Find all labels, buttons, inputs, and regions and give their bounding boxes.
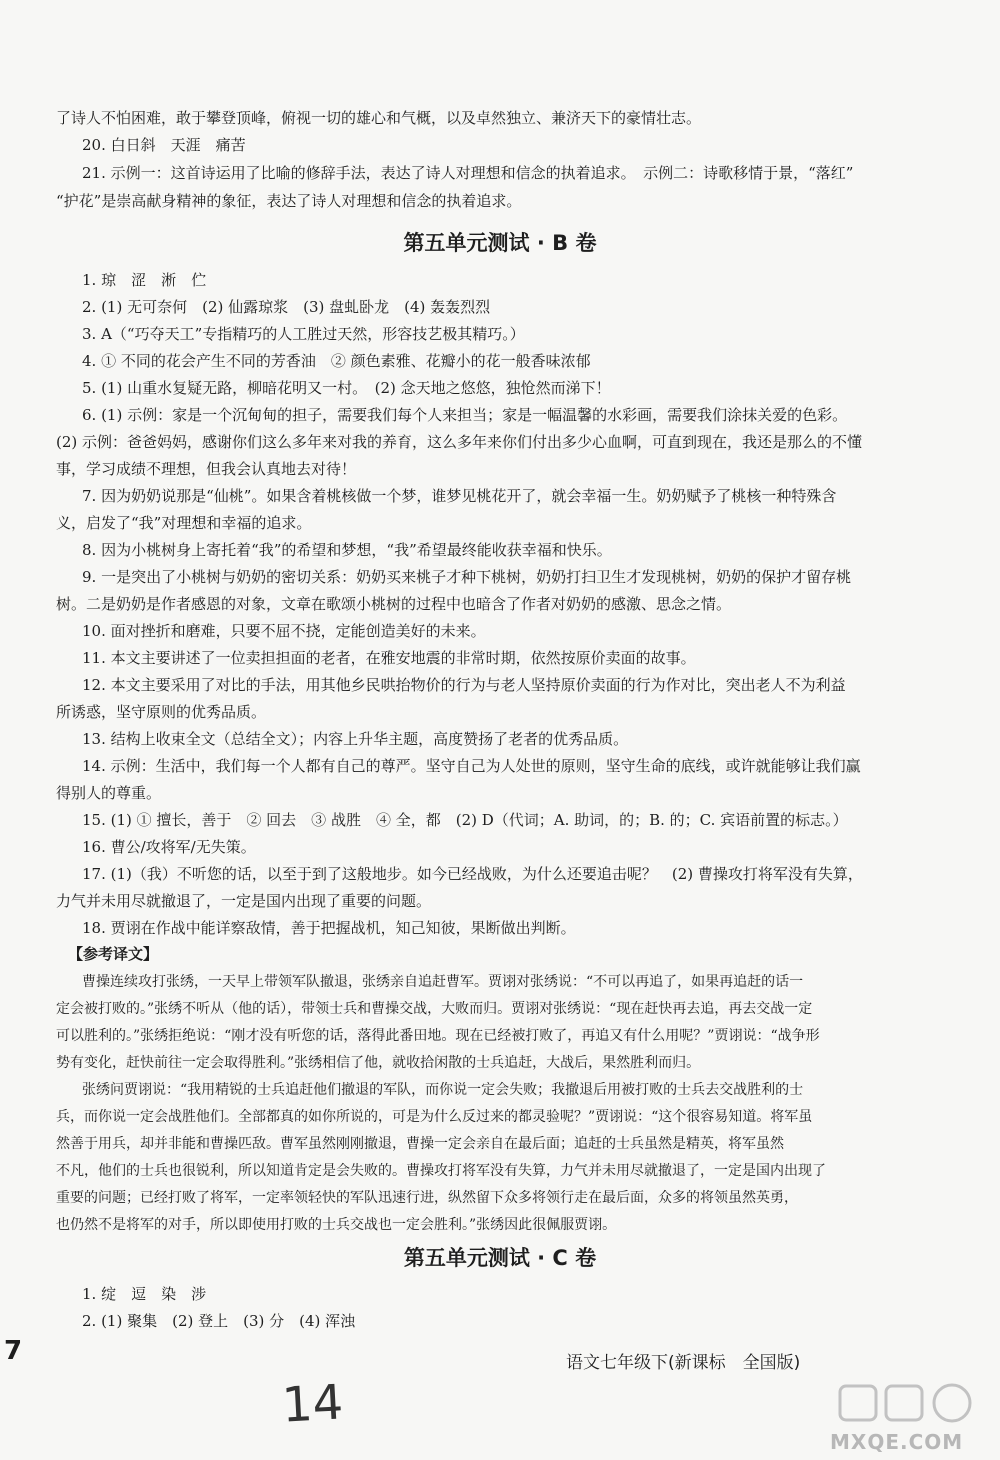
translation-line: 重要的问题；已经打败了将军，一定率领轻快的军队迅速行进，纵然留下众多将领行走在最后面，众多的将领虽然英勇， [56,1190,798,1206]
translation-line: 兵，而你说一定会战胜他们。全部都真的如你所说的，可是为什么反过来的都灵验呢？”贾诩说：“这个很容易知道。将军虽 [56,1109,813,1125]
reference-translation-label: 【参考译文】 [68,945,159,963]
text-line: 21. 示例一：这首诗运用了比喻的修辞手法，表达了诗人对理想和信念的执着追求。 示例二：诗歌移情于景，“落红” [82,164,854,182]
page-number: 7 [4,1336,23,1366]
text-line: 2. (1) 聚集 (2) 登上 (3) 分 (4) 浑浊 [82,1312,356,1330]
text-line: 力气并未用尽就撤退了，一定是国内出现了重要的问题。 [56,892,432,910]
text-line: 11. 本文主要讲述了一位卖担担面的老者，在雅安地震的非常时期，依然按原价卖面的故事。 [82,649,696,667]
text-line: 2. (1) 无可奈何 (2) 仙露琼浆 (3) 盘虬卧龙 (4) 轰轰烈烈 [82,298,491,316]
text-line: 事，学习成绩不理想，但我会认真地去对待！ [56,460,357,478]
translation-line: 张绣问贾诩说：“我用精锐的士兵追赶他们撤退的军队，而你说一定会失败；我撤退后用被打败的士兵去交战胜利的士 [82,1082,804,1098]
translation-line: 曹操连续攻打张绣，一天早上带领军队撤退，张绣亲自追赶曹军。贾诩对张绣说：“不可以再追了，如果再追赶的话一 [82,974,804,990]
text-line: 1. 绽 逗 染 涉 [82,1285,207,1303]
text-line: 13. 结构上收束全文（总结全文）；内容上升华主题，高度赞扬了老者的优秀品质。 [82,730,629,748]
text-line: 16. 曹公/攻将军/无失策。 [82,838,256,856]
text-line: 20. 白日斜 天涯 痛苦 [82,136,246,154]
text-line: 所诱惑，坚守原则的优秀品质。 [56,703,267,721]
translation-line: 定会被打败的。”张绣不听从（他的话），带领士兵和曹操交战，大败而归。贾诩对张绣说：“现在赶快再去追，再去交战一定 [56,1001,813,1017]
text-line: 树。二是奶奶是作者感恩的对象，文章在歌颂小桃树的过程中也暗含了作者对奶奶的感激、思念之情。 [56,595,732,613]
watermark-logo [820,1380,990,1456]
translation-line: 可以胜利的。”张绣拒绝说：“刚才没有听您的话，落得此番田地。现在已经被打败了，再追又有什么用呢？”贾诩说：“战争形 [56,1028,820,1044]
text-line: 9. 一是突出了小桃树与奶奶的密切关系：奶奶买来桃子才种下桃树，奶奶打扫卫生才发现桃树，奶奶的保护才留存桃 [82,568,852,586]
text-line: 8. 因为小桃树身上寄托着“我”的希望和梦想，“我”希望最终能收获幸福和快乐。 [82,541,612,559]
text-line: 10. 面对挫折和磨难，只要不屈不挠，定能创造美好的未来。 [82,622,486,640]
text-line: 了诗人不怕困难，敢于攀登顶峰，俯视一切的雄心和气概，以及卓然独立、兼济天下的豪情壮志。 [56,109,702,127]
text-line: 12. 本文主要采用了对比的手法，用其他乡民哄抬物价的行为与老人坚持原价卖面的行为作对比，突出老人不为利益 [82,676,846,694]
text-line: 18. 贾诩在作战中能详察敌情，善于把握战机，知己知彼，果断做出判断。 [82,919,576,937]
handwritten-mark: 14 [280,1374,345,1434]
text-line: 得别人的尊重。 [56,784,162,802]
text-line: 3. A（“巧夺天工”专指精巧的人工胜过天然，形容技艺极其精巧。） [82,325,525,343]
translation-line: 势有变化，赶快前往一定会取得胜利。”张绣相信了他，就收拾闲散的士兵追赶，大战后，果然胜利而归。 [56,1055,701,1071]
text-line: 5. (1) 山重水复疑无路，柳暗花明又一村。 (2) 念天地之悠悠，独怆然而涕下！ [82,379,611,397]
text-line: 14. 示例：生活中，我们每一个人都有自己的尊严。坚守自己为人处世的原则，坚守生命的底线，或许就能够让我们赢 [82,757,861,775]
translation-line: 然善于用兵，却并非能和曹操匹敌。曹军虽然刚刚撤退，曹操一定会亲自在最后面；追赶的士兵虽然是精英，将军虽然 [56,1136,784,1152]
text-line: 1. 琼 涩 淅 伫 [82,271,207,289]
watermark-icon [820,1380,990,1430]
text-line: 义，启发了“我”对理想和幸福的追求。 [56,514,312,532]
footer-book-title: 语文七年级下(新课标 全国版) [566,1353,801,1373]
translation-line: 不凡，他们的士兵也很锐利，所以知道肯定是会失败的。曹操攻打将军没有失算，力气并未用尽就撤退了，一定是国内出现了 [56,1163,826,1179]
text-line: “护花”是崇高献身精神的象征，表达了诗人对理想和信念的执着追求。 [56,192,522,210]
text-line: 17. (1)（我）不听您的话，以至于到了这般地步。如今已经战败，为什么还要追击呢？ (2) 曹操攻打将军没有失算， [82,865,863,883]
translation-line: 也仍然不是将军的对手，所以即使用打败的士兵交战也一定会胜利。”张绣因此很佩服贾诩。 [56,1217,617,1233]
text-line: 4. ① 不同的花会产生不同的芳香油 ② 颜色素雅、花瓣小的花一般香味浓郁 [82,352,591,370]
text-line: 15. (1) ① 擅长，善于 ② 回去 ③ 战胜 ④ 全，都 (2) D（代词；A. 助词，的；B. 的；C. 宾语前置的标志。） [82,811,848,829]
section-b-title: 第五单元测试 · B 卷 [403,231,597,255]
text-line: (2) 示例：爸爸妈妈，感谢你们这么多年来对我的养育，这么多年来你们付出多少心血啊，可直到现在，我还是那么的不懂 [56,433,863,451]
text-line: 7. 因为奶奶说那是“仙桃”。如果含着桃核做一个梦，谁梦见桃花开了，就会幸福一生。奶奶赋予了桃核一种特殊含 [82,487,837,505]
watermark-text: MXQE.COM [830,1430,964,1454]
text-line: 6. (1) 示例：家是一个沉甸甸的担子，需要我们每个人来担当；家是一幅温馨的水彩画，需要我们涂抹关爱的色彩。 [82,406,848,424]
section-c-title: 第五单元测试 · C 卷 [403,1246,597,1270]
